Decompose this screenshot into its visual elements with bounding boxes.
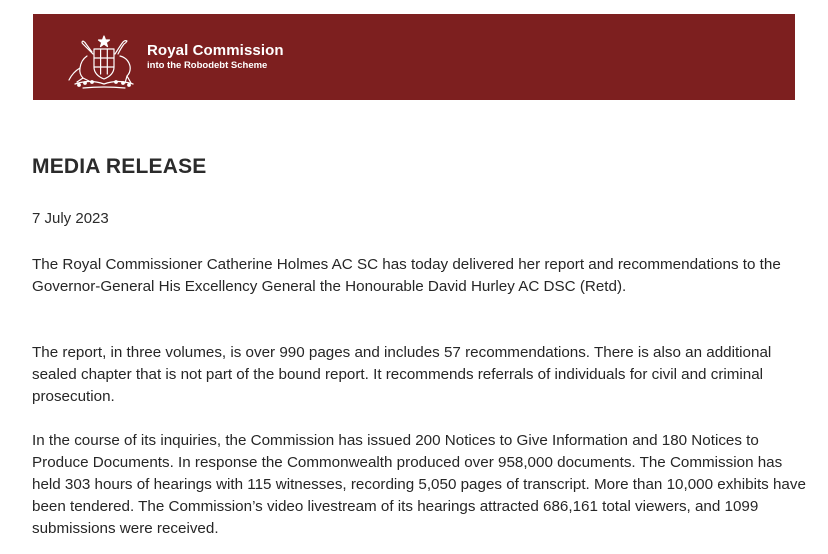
page-title: MEDIA RELEASE bbox=[32, 155, 207, 178]
banner-title: Royal Commission bbox=[147, 42, 284, 59]
paragraph-3: In the course of its inquiries, the Commission has issued 200 Notices to Give Information and 180 Notices to Produce Documents. In response the Commonwealth produced over 958,000 documents. The Commission has held 303 hours of hearings with 115 witnesses, recording 5,050 pages of transcript. More than 10,000 exhibits have been tendered. The Commission’s video livestream of its hearings attracted 686,161 total viewers, and 1099 submissions were received. bbox=[32, 432, 806, 537]
release-date: 7 July 2023 bbox=[32, 210, 109, 227]
banner-text bbox=[147, 42, 284, 72]
header-banner bbox=[33, 14, 795, 100]
coat-of-arms-icon bbox=[65, 34, 143, 92]
paragraph-2: The report, in three volumes, is over 990 pages and includes 57 recommendations. There is also an additional sealed chapter that is not part of the bound report. It recommends referrals of individuals for civil and criminal prosecution. bbox=[32, 344, 772, 405]
paragraph-1: The Royal Commissioner Catherine Holmes AC SC has today delivered her report and recommendations to the Governor-General His Excellency General the Honourable David Hurley AC DSC (Retd). bbox=[32, 256, 781, 295]
banner-subtitle: into the Robodebt Scheme bbox=[147, 60, 268, 71]
